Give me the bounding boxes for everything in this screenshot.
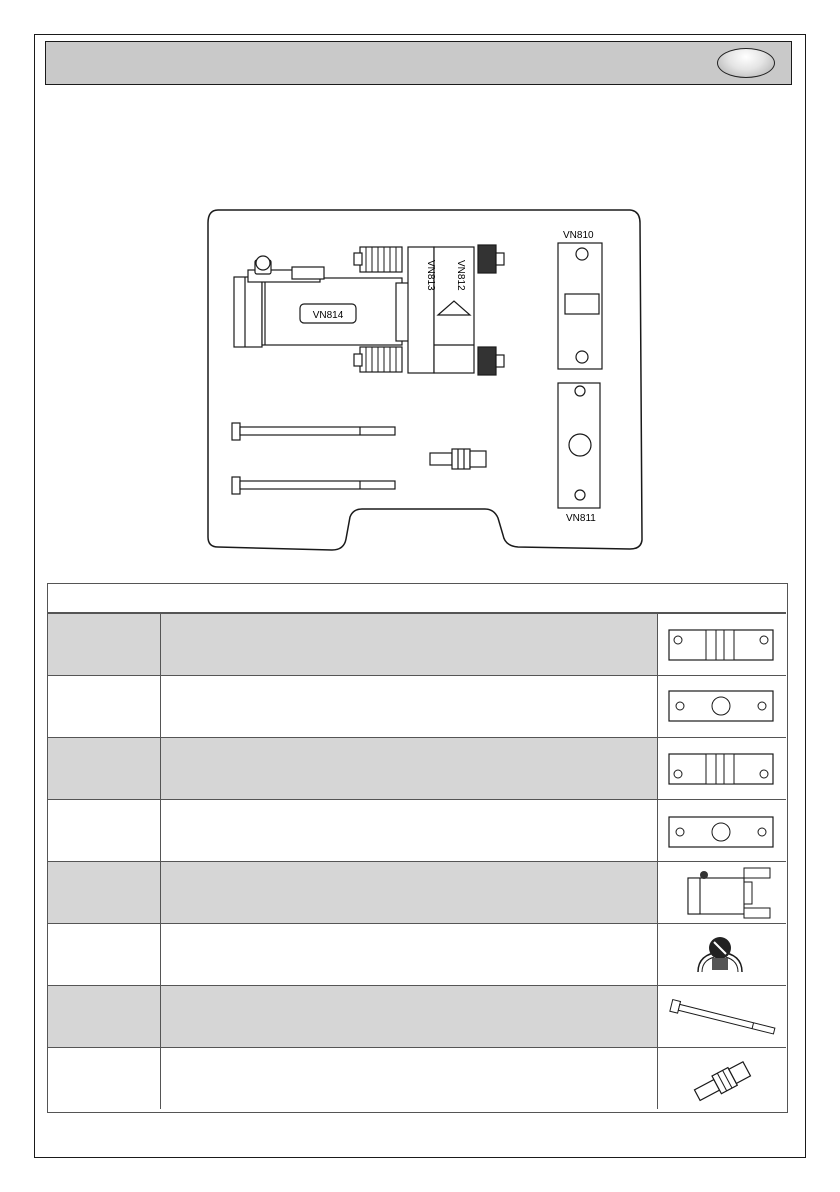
flat-plate-drawing [658,676,786,738]
part-description [161,676,658,737]
part-description [161,924,658,985]
block-plate-drawing [658,738,786,800]
part-code [48,800,161,861]
part-description [161,738,658,799]
table-row [48,1047,786,1109]
part-code [48,862,161,923]
header-badge-icon [717,48,775,78]
table-row [48,985,786,1047]
tool-kit-illustration [200,205,645,555]
vn810-label: VN810 [563,230,594,241]
table-row [48,861,786,923]
knurled-knob-icon [658,924,786,985]
table-row [48,613,786,675]
long-bolt-drawing [658,986,786,1048]
table-row [48,923,786,985]
table-row [48,799,786,861]
part-code [48,924,161,985]
vn812-label: VN812 [455,260,466,291]
part-code [48,1048,161,1109]
flat-plate-drawing [658,800,786,862]
block-plate-icon [658,614,786,675]
part-code [48,614,161,675]
flat-plate-icon [658,676,786,737]
flat-plate-icon [658,800,786,861]
kit-case-drawing [200,205,645,555]
part-description [161,986,658,1047]
adapter-drawing [658,1048,786,1110]
tensioner-tool-icon [658,862,786,923]
part-code [48,738,161,799]
vn813-label: VN813 [425,260,436,291]
tensioner-tool-drawing [658,862,786,924]
part-code [48,986,161,1047]
part-description [161,1048,658,1109]
vn810-block [558,243,602,369]
header-bar [45,41,792,85]
part-description [161,614,658,675]
parts-table [47,583,788,1113]
adapter-icon [658,1048,786,1109]
part-description [161,862,658,923]
vn811-plate [558,383,600,508]
part-description [161,800,658,861]
vn811-label: VN811 [566,513,596,524]
table-row [48,737,786,799]
knurled-knob-drawing [658,924,786,986]
part-code [48,676,161,737]
vn814-label: VN814 [312,310,344,321]
long-bolt-icon [658,986,786,1047]
block-plate-drawing [658,614,786,676]
table-header [48,584,786,613]
adapter-part [430,449,486,469]
block-plate-icon [658,738,786,799]
table-row [48,675,786,737]
long-bolts [232,423,395,494]
